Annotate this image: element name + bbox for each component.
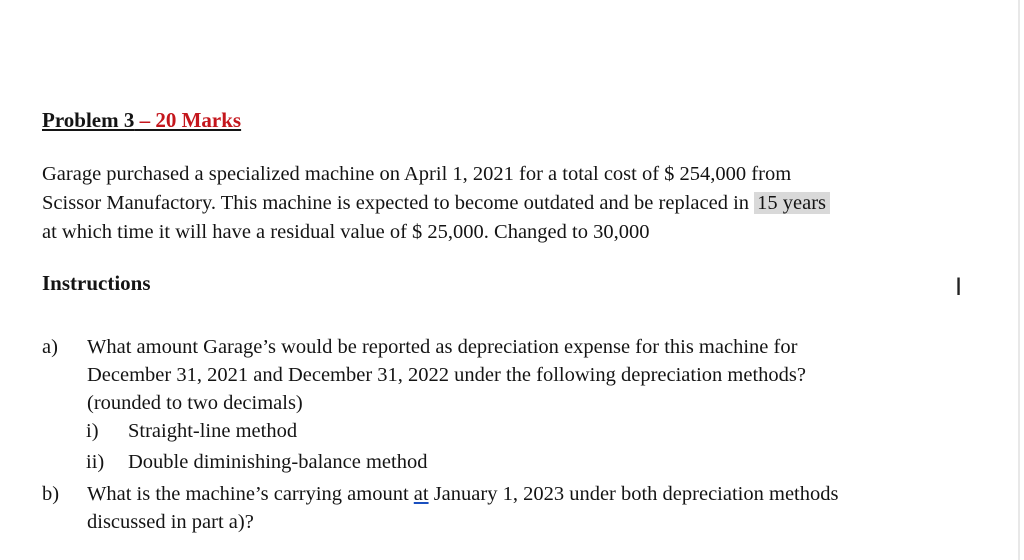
question-a-line-2: December 31, 2021 and December 31, 2022 under the following depreciation methods? xyxy=(87,364,806,386)
question-a-label: a) xyxy=(42,336,58,358)
highlighted-text: 15 years xyxy=(754,192,830,214)
problem-paragraph xyxy=(42,160,982,247)
sub-item-i-text: Straight-line method xyxy=(128,420,298,442)
question-b-underlined-word: at xyxy=(413,483,429,505)
sub-item-ii-text: Double diminishing-balance method xyxy=(128,451,428,473)
question-b-line-1-post: January 1, 2023 under both depreciation methods xyxy=(428,483,839,505)
question-b-line-1 xyxy=(87,480,1007,508)
sub-item-i-label: i) xyxy=(86,420,99,442)
problem-marks: – 20 Marks xyxy=(134,108,242,132)
question-b-line-2: discussed in part a)? xyxy=(87,511,254,533)
problem-heading xyxy=(42,108,241,133)
question-b-label: b) xyxy=(42,483,60,505)
problem-title: Problem 3 xyxy=(42,108,135,132)
text-cursor-icon: I xyxy=(955,273,963,301)
page-edge xyxy=(1018,0,1020,560)
question-a-text xyxy=(87,333,1007,417)
instructions-heading: Instructions xyxy=(42,271,151,295)
paragraph-line-2-text: Scissor Manufactory. This machine is expected to become outdated and be replaced in xyxy=(42,192,755,214)
question-b-text xyxy=(87,480,1007,536)
paragraph-line-2 xyxy=(42,189,982,218)
paragraph-line-3: at which time it will have a residual value of $ 25,000. Changed to 30,000 xyxy=(42,221,650,243)
paragraph-line-1: Garage purchased a specialized machine on April 1, 2021 for a total cost of $ 254,000 from xyxy=(42,163,792,185)
question-a-line-1: What amount Garage’s would be reported as depreciation expense for this machine for xyxy=(87,336,798,358)
question-a-line-3: (rounded to two decimals) xyxy=(87,392,303,414)
sub-item-ii-label: ii) xyxy=(86,451,105,473)
question-b-line-1-pre: What is the machine’s carrying amount xyxy=(87,483,414,505)
